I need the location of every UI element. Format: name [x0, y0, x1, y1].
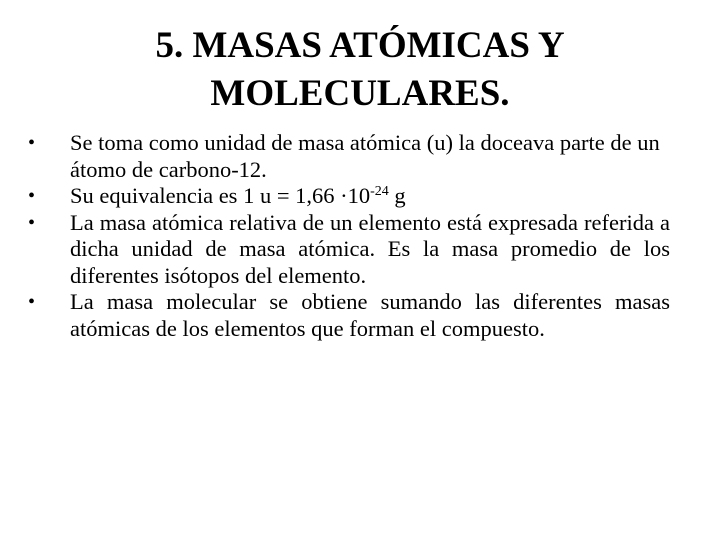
- equivalence-exponent: -24: [370, 184, 389, 199]
- bullet-text: La masa atómica relativa de un elemento está expresada referida a dicha unidad de masa atómica. Es la masa promedio de los diferentes isótopos del elemento.: [70, 209, 670, 288]
- slide-title: [40, 22, 680, 118]
- bullet-dot-icon: •: [28, 291, 36, 313]
- bullet-dot-icon: •: [28, 211, 36, 234]
- bullet-item-molecular-mass: [28, 289, 670, 342]
- bullet-item-equivalence: [28, 183, 670, 210]
- bullet-item-unit-definition: [28, 130, 670, 183]
- equivalence-suffix: g: [388, 183, 406, 208]
- bullet-text: Se toma como unidad de masa atómica (u) la doceava parte de un átomo de carbono-12.: [70, 130, 660, 182]
- bullet-text: La masa molecular se obtiene sumando las diferentes masas atómicas de los elementos que forman el compuesto.: [70, 289, 670, 341]
- bullet-dot-icon: •: [28, 132, 36, 154]
- bullet-dot-icon: •: [28, 185, 36, 207]
- title-line-1: 5. MASAS ATÓMICAS Y: [155, 25, 565, 66]
- title-line-2: MOLECULARES.: [210, 73, 510, 114]
- bullet-list: [28, 130, 670, 342]
- equivalence-prefix: Su equivalencia es 1 u = 1,66 ·10: [70, 183, 371, 208]
- bullet-item-relative-mass: [28, 210, 670, 290]
